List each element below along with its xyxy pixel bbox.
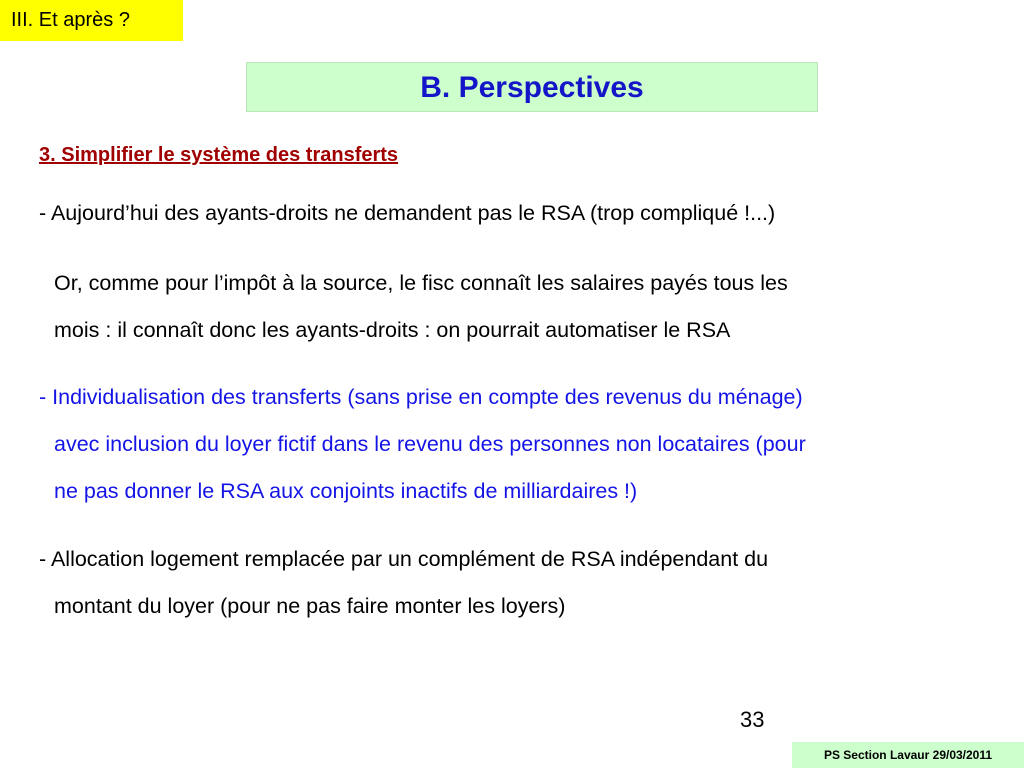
paragraph-line: - Allocation logement remplacée par un complément de RSA indépendant du xyxy=(39,547,769,571)
paragraph-line: avec inclusion du loyer fictif dans le revenu des personnes non locataires (pour xyxy=(54,432,806,456)
subheading: 3. Simplifier le système des transferts xyxy=(39,144,399,166)
paragraph-line: mois : il connaît donc les ayants-droits : on pourrait automatiser le RSA xyxy=(54,318,731,342)
paragraph-automation xyxy=(39,260,788,354)
paragraph-individualisation xyxy=(39,374,806,515)
section-tag: III. Et après ? xyxy=(0,0,183,41)
slide-title: B. Perspectives xyxy=(246,62,818,112)
paragraph-line: - Individualisation des transferts (sans prise en compte des revenus du ménage) xyxy=(39,385,803,409)
paragraph-line: - Aujourd’hui des ayants-droits ne demandent pas le RSA (trop compliqué !...) xyxy=(39,201,776,225)
paragraph-line: ne pas donner le RSA aux conjoints inactifs de milliardaires !) xyxy=(54,479,638,503)
page-number: 33 xyxy=(740,707,765,732)
paragraph-non-take-up xyxy=(39,190,775,237)
paragraph-housing-allowance xyxy=(39,536,768,630)
paragraph-line: montant du loyer (pour ne pas faire monter les loyers) xyxy=(54,594,566,618)
paragraph-line: Or, comme pour l’impôt à la source, le fisc connaît les salaires payés tous les xyxy=(54,271,788,295)
footer-label: PS Section Lavaur 29/03/2011 xyxy=(792,742,1024,768)
